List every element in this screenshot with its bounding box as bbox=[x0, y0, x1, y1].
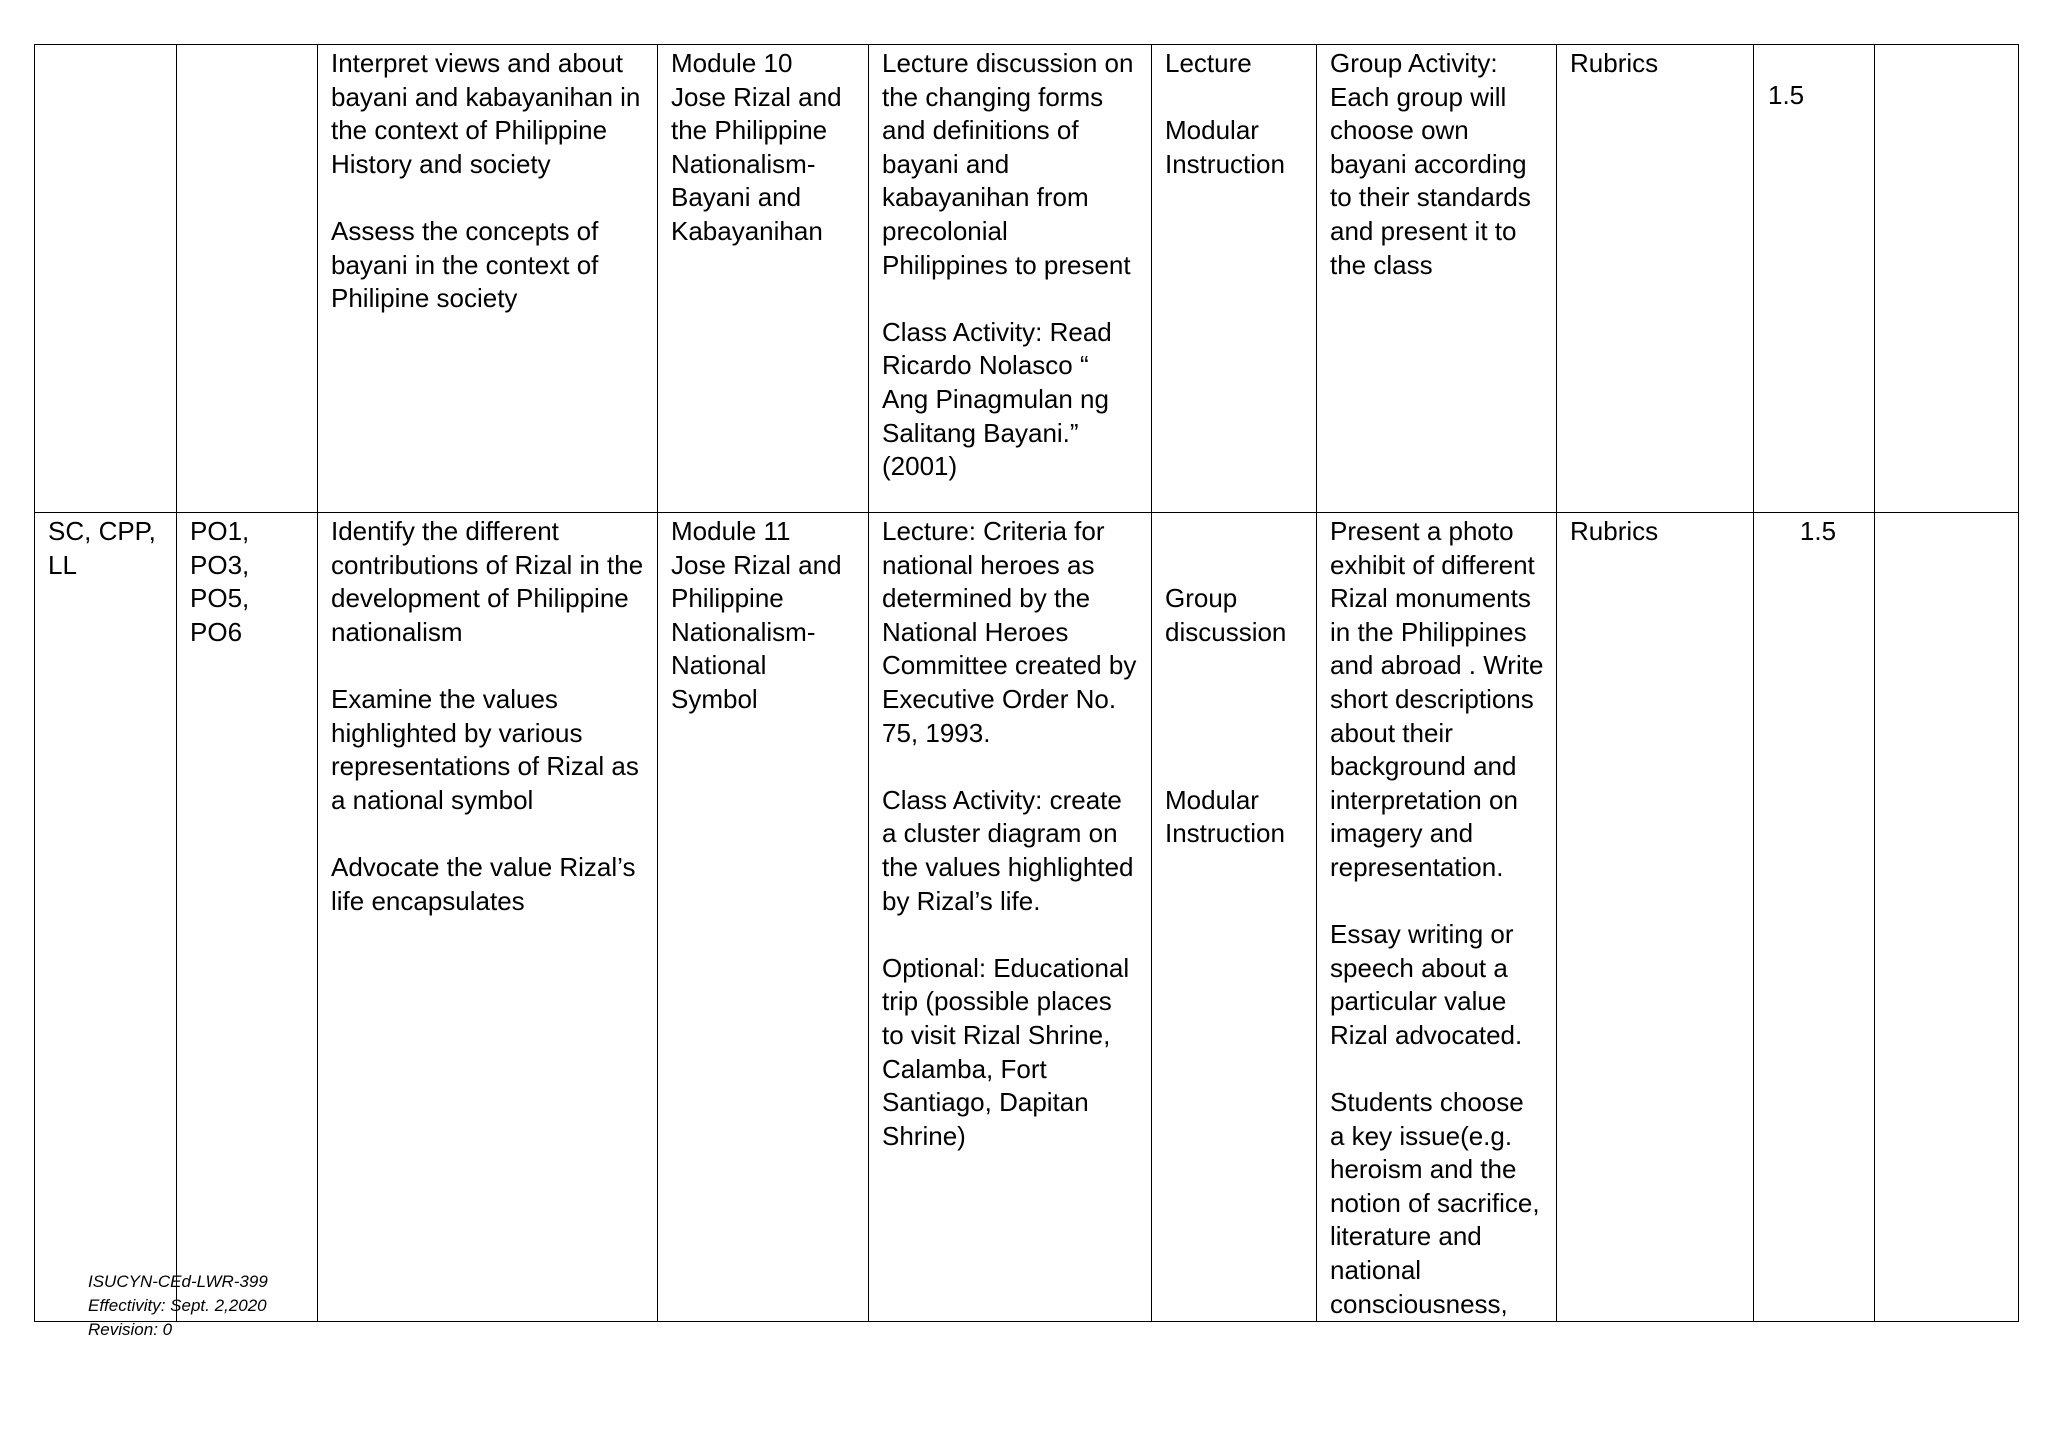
activities-cell: Lecture: Criteria for national heroes as determined by the National Heroes Committee created by Executive Order No. 75, 1993. Class Activity: create a cluster diagram on the values highlighted by Rizal’s life. Optional: Educational trip (possible places to visit Rizal Shrine, Calamba, Fort Santiago, Dapitan Shrine) bbox=[869, 513, 1152, 1322]
document-footer bbox=[88, 1270, 268, 1342]
syllabus-table bbox=[34, 44, 2019, 1322]
extra-cell bbox=[1875, 513, 2019, 1322]
extra-cell bbox=[1875, 45, 2019, 513]
program-outcome-cell: PO1, PO3, PO5, PO6 bbox=[177, 513, 318, 1322]
assessment-task-cell: Present a photo exhibit of different Rizal monuments in the Philippines and abroad . Write short descriptions about their background and interpretation on imagery and representation. Essay writing or speech about a particular value Rizal advocated. Students choose a key issue(e.g. heroism and the notion of sacrifice, literature and national consciousness, bbox=[1317, 513, 1557, 1322]
program-outcome-cell bbox=[177, 45, 318, 513]
assessment-tool-cell: Rubrics bbox=[1557, 513, 1754, 1322]
course-outcome-cell bbox=[35, 45, 177, 513]
assessment-task-cell: Group Activity: Each group will choose own bayani according to their standards and present it to the class bbox=[1317, 45, 1557, 513]
delivery-cell: Lecture Modular Instruction bbox=[1152, 45, 1317, 513]
weight-cell: 1.5 bbox=[1754, 45, 1875, 513]
delivery-cell: Group discussion Modular Instruction bbox=[1152, 513, 1317, 1322]
topic-cell: Module 10 Jose Rizal and the Philippine Nationalism- Bayani and Kabayanihan bbox=[658, 45, 869, 513]
learning-outcomes-cell: Interpret views and about bayani and kabayanihan in the context of Philippine History and society Assess the concepts of bayani in the context of Philipine society bbox=[318, 45, 658, 513]
revision-number: Revision: 0 bbox=[88, 1320, 173, 1339]
activities-cell: Lecture discussion on the changing forms and definitions of bayani and kabayanihan from precolonial Philippines to present Class Activity: Read Ricardo Nolasco “ Ang Pinagmulan ng Salitang Bayani.” (2001) bbox=[869, 45, 1152, 513]
weight-cell: 1.5 bbox=[1754, 513, 1875, 1322]
topic-cell: Module 11 Jose Rizal and Philippine Nationalism- National Symbol bbox=[658, 513, 869, 1322]
table-row bbox=[35, 513, 2019, 1322]
effectivity-date: Effectivity: Sept. 2,2020 bbox=[88, 1296, 267, 1315]
assessment-tool-cell: Rubrics bbox=[1557, 45, 1754, 513]
learning-outcomes-cell: Identify the different contributions of Rizal in the development of Philippine nationalism Examine the values highlighted by various representations of Rizal as a national symbol Advocate the value Rizal’s life encapsulates bbox=[318, 513, 658, 1322]
table-row bbox=[35, 45, 2019, 513]
course-outcome-cell: SC, CPP, LL bbox=[35, 513, 177, 1322]
document-code: ISUCYN-CEd-LWR-399 bbox=[88, 1272, 268, 1291]
